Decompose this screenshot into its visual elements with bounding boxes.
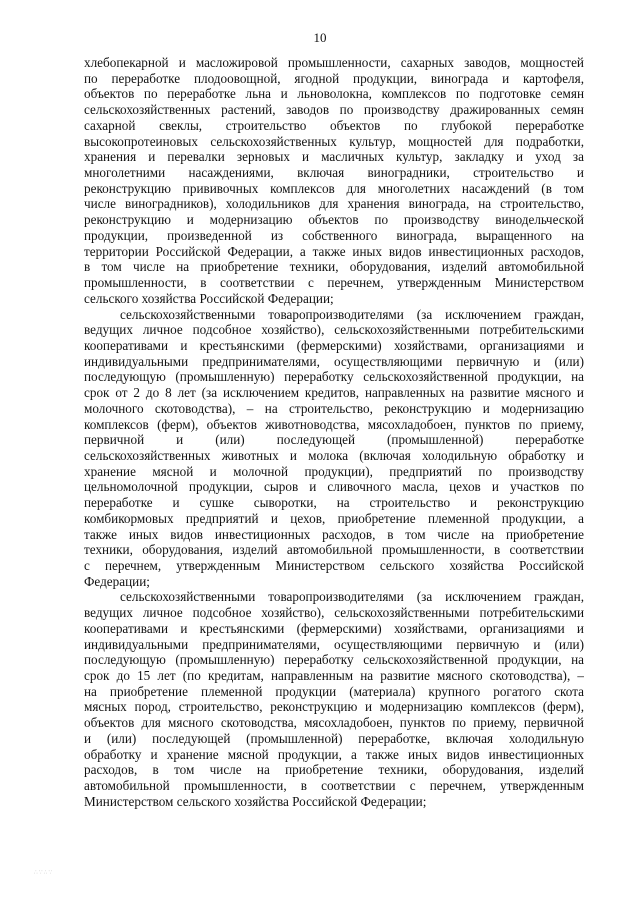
text-line: сахарной свеклы, строительство объектов по глубокой переработке (84, 117, 584, 133)
text-line: последующую (промышленную) переработку сельскохозяйственной продукции, на (84, 652, 584, 668)
text-line: также иных видов инвестиционных расходов, в том числе на приобретение (84, 526, 584, 542)
text-line: ведущих личное подсобное хозяйство), сельскохозяйственными потребительскими (84, 322, 584, 338)
text-line: по переработке плодоовощной, ягодной продукции, винограда и картофеля, (84, 70, 584, 86)
paragraph (84, 589, 584, 809)
text-line: индивидуальными предпринимателями, осуществляющими первичную и (или) (84, 636, 584, 652)
text-line: сельскохозяйственных растений, заводов по производству дражированных семян (84, 102, 584, 118)
text-line: продукции, произведенной из собственного винограда, выращенного на (84, 227, 584, 243)
text-line: на приобретение племенной продукции (материала) крупного рогатого скота (84, 683, 584, 699)
text-line: последующую (промышленную) переработку сельскохозяйственной продукции, на (84, 369, 584, 385)
text-line: сельскохозяйственными товаропроизводителями (за исключением граждан, (120, 589, 584, 605)
text-line: хранения и перевалки зерновых и масличных культур, закладку и уход за (84, 149, 584, 165)
text-line: и (или) последующей (промышленной) переработке, включая холодильную (84, 730, 584, 746)
text-line: хранение мясной и молочной продукции), предприятий по производству (84, 463, 584, 479)
paragraph (84, 307, 584, 590)
text-line: техники, оборудования, изделий автомобильной промышленности, в соответствии (84, 542, 584, 558)
text-line: переработке и сушке сыворотки, на строительство и реконструкцию (84, 495, 584, 511)
text-line: кооперативами и крестьянскими (фермерскими) хозяйствами, организациями и (84, 337, 584, 353)
text-line: срок до 15 лет (по кредитам, направленным на развитие мясного скотоводства), – (84, 668, 584, 684)
text-line: многолетними насаждениями, включая виноградники, строительство и (84, 165, 584, 181)
text-line: комплексов (ферм), объектов животноводства, мясохладобоен, пунктов по приему, (84, 416, 584, 432)
text-line: расходов, в том числе на приобретение техники, оборудования, изделий (84, 762, 584, 778)
text-line: мясных пород, строительство, реконструкцию и модернизацию комплексов (ферм), (84, 699, 584, 715)
scan-artifact: ∴∵∴∵ (34, 869, 54, 876)
text-line: реконструкцию и модернизацию объектов по производству винодельческой (84, 212, 584, 228)
text-line: цельномолочной продукции, сыров и сливочного масла, цехов и участков по (84, 479, 584, 495)
text-line: хлебопекарной и масложировой промышленности, сахарных заводов, мощностей (84, 55, 584, 70)
text-line: промышленности, в соответствии с перечнем, утвержденным Министерством (84, 275, 584, 291)
page-number: 10 (313, 30, 327, 45)
text-line: ведущих личное подсобное хозяйство), сельскохозяйственными потребительскими (84, 605, 584, 621)
text-line: срок от 2 до 8 лет (за исключением кредитов, направленных на развитие мясного и (84, 385, 584, 401)
text-line: кооперативами и крестьянскими (фермерскими) хозяйствами, организациями и (84, 620, 584, 636)
text-line: высокопротеиновых сельскохозяйственных культур, мощностей для подработки, (84, 133, 584, 149)
text-line: территории Российской Федерации, а также иных видов инвестиционных расходов, (84, 243, 584, 259)
text-line: сельскохозяйственными товаропроизводителями (за исключением граждан, (120, 306, 584, 322)
text-line: молочного скотоводства), – на строительство, реконструкцию и модернизацию (84, 400, 584, 416)
text-line: с перечнем, утвержденным Министерством сельского хозяйства Российской (84, 558, 584, 573)
text-line: автомобильной промышленности, в соответствии с перечнем, утвержденным (84, 778, 584, 794)
text-line: Министерством сельского хозяйства Российской Федерации; (84, 793, 427, 809)
text-line: реконструкцию прививочных комплексов для многолетних насаждений (в том (84, 180, 584, 196)
text-line: сельскохозяйственных животных и молока (включая холодильную обработку и (84, 447, 584, 463)
text-line: в том числе на приобретение техники, оборудования, изделий автомобильной (84, 259, 584, 275)
text-line: сельского хозяйства Российской Федерации; (84, 290, 334, 306)
document-body (84, 55, 584, 810)
text-line: первичной и (или) последующей (промышленной) переработке (84, 432, 584, 448)
text-line: числе виноградников), холодильников для хранения винограда, на строительство, (84, 196, 584, 212)
text-line: комбикормовых предприятий и цехов, приобретение племенной продукции, а (84, 510, 584, 526)
text-line: обработку и хранение мясной продукции, а также иных видов инвестиционных (84, 746, 584, 762)
text-line: Федерации; (84, 573, 150, 589)
text-line: объектов для мясного скотоводства, мясохладобоен, пунктов по приему, первичной (84, 715, 584, 731)
paragraph (84, 55, 584, 307)
text-line: индивидуальными предпринимателями, осуществляющими первичную и (или) (84, 353, 584, 369)
text-line: объектов по переработке льна и льноволокна, комплексов по подготовке семян (84, 86, 584, 102)
